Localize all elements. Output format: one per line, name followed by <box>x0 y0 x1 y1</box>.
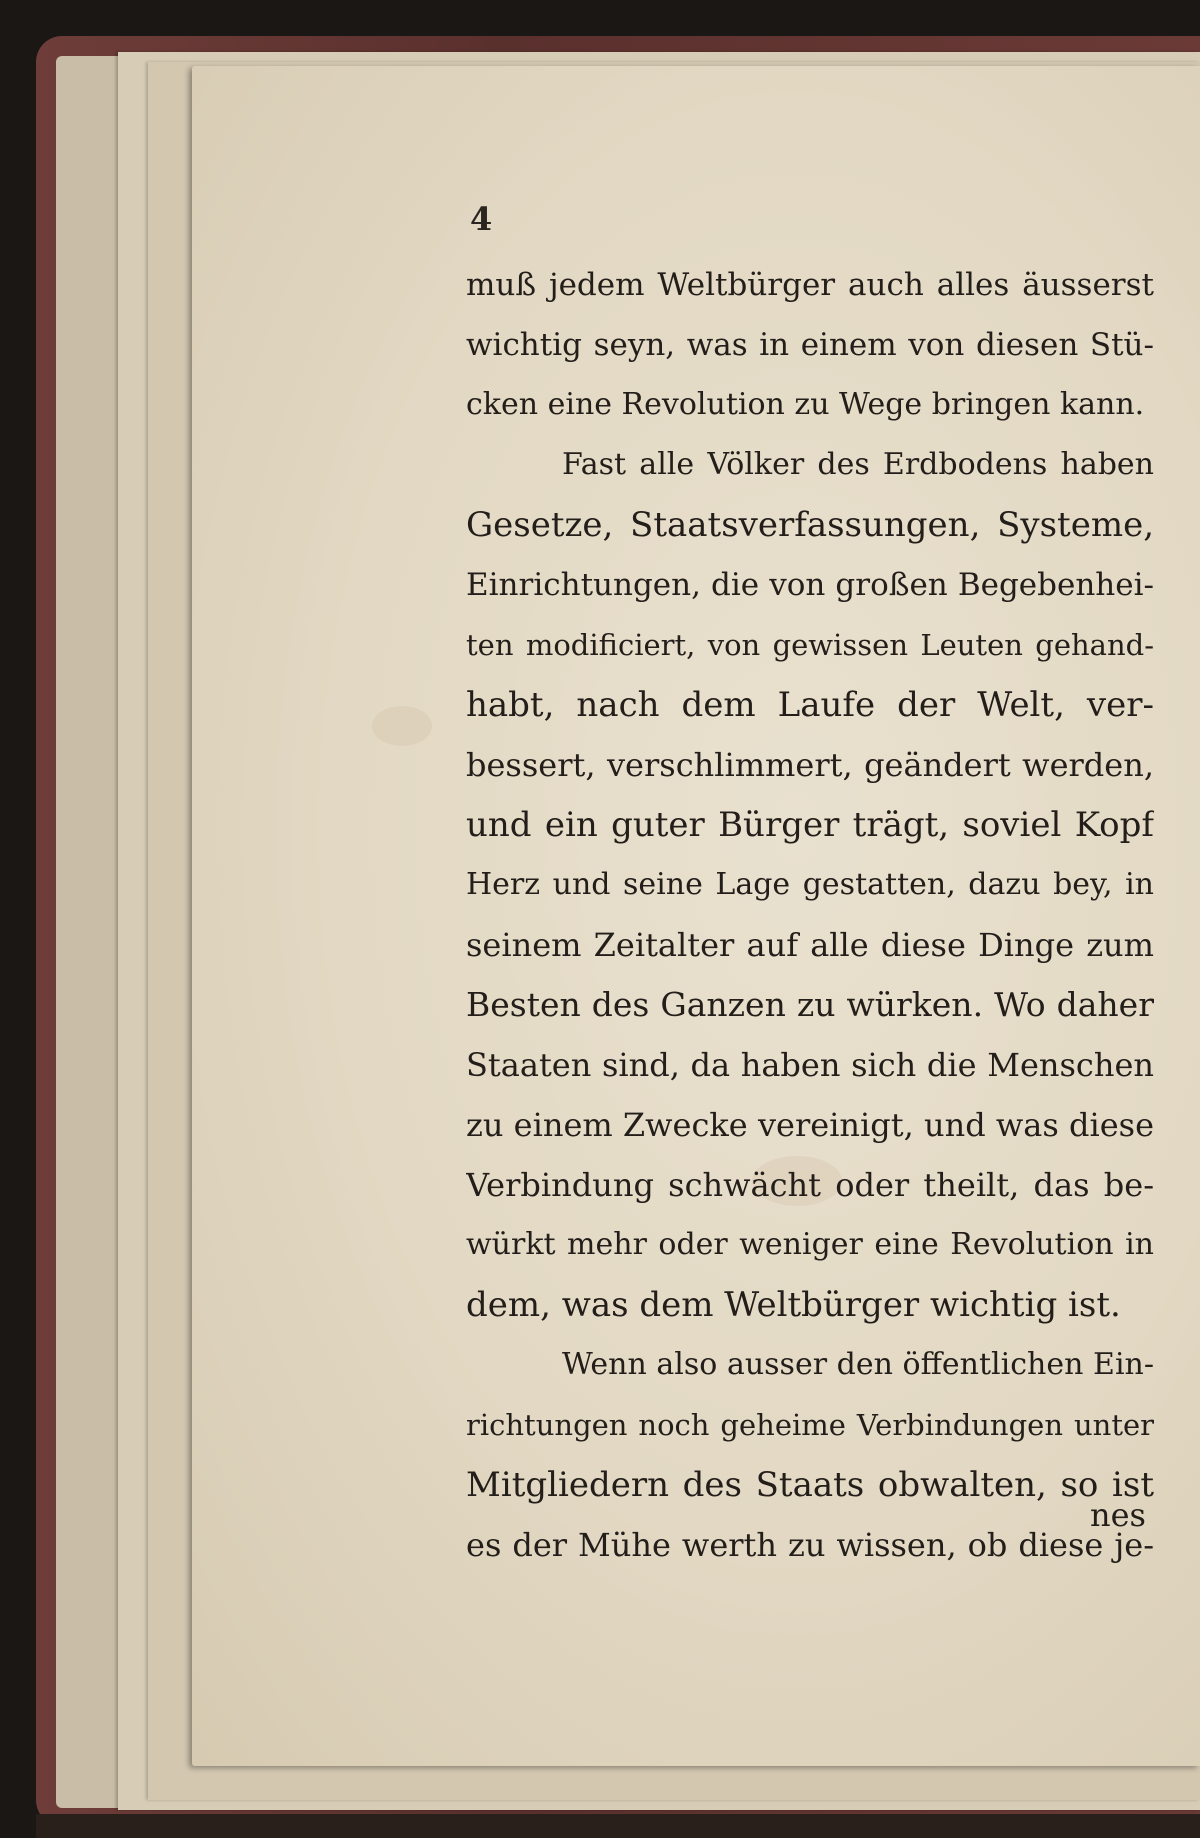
text-line: muß jedem Weltbürger auch alles äusserst <box>466 267 1154 303</box>
text-line: Staaten sind, da haben sich die Menschen <box>466 1046 1154 1084</box>
text-line: Gesetze, Staatsverfassungen, Systeme, <box>466 505 1154 545</box>
text-line: Herz und seine Lage gestatten, dazu bey, in <box>466 867 1154 902</box>
text-line: es der Mühe werth zu wissen, ob diese je- <box>466 1526 1154 1564</box>
text-line: Wenn also ausser den öffentlichen Ein- <box>562 1347 1154 1382</box>
text-line: zu einem Zwecke vereinigt, und was diese <box>466 1106 1154 1144</box>
text-line: Einrichtungen, die von großen Begebenhei- <box>466 567 1154 603</box>
text-line: Verbindung schwächt oder theilt, das be- <box>466 1166 1154 1204</box>
cover-bottom-edge <box>36 1814 1200 1838</box>
text-line: Mitgliedern des Staats obwalten, so ist <box>466 1465 1154 1505</box>
text-line: ten modificiert, von gewissen Leuten gehand- <box>466 628 1154 662</box>
text-line: Besten des Ganzen zu würken. Wo daher <box>466 985 1154 1024</box>
paper-stain <box>372 706 432 746</box>
catchword: nes <box>1090 1496 1146 1534</box>
body-text <box>466 255 1154 1575</box>
text-line: seinem Zeitalter auf alle diese Dinge zum <box>466 926 1154 964</box>
text-line: Fast alle Völker des Erdbodens haben <box>562 447 1154 482</box>
page-number: 4 <box>470 200 493 238</box>
text-line: wichtig seyn, was in einem von diesen Stü- <box>466 327 1154 363</box>
text-line: würkt mehr oder weniger eine Revolution in <box>466 1227 1154 1262</box>
text-line: bessert, verschlimmert, geändert werden, <box>466 746 1154 784</box>
text-line: richtungen noch geheime Verbindungen unter <box>466 1408 1154 1442</box>
text-line: habt, nach dem Laufe der Welt, ver- <box>466 685 1154 725</box>
text-line: und ein guter Bürger trägt, soviel Kopf <box>466 805 1154 845</box>
text-line: dem, was dem Weltbürger wichtig ist. <box>466 1285 1121 1325</box>
text-line: cken eine Revolution zu Wege bringen kann. <box>466 387 1145 422</box>
